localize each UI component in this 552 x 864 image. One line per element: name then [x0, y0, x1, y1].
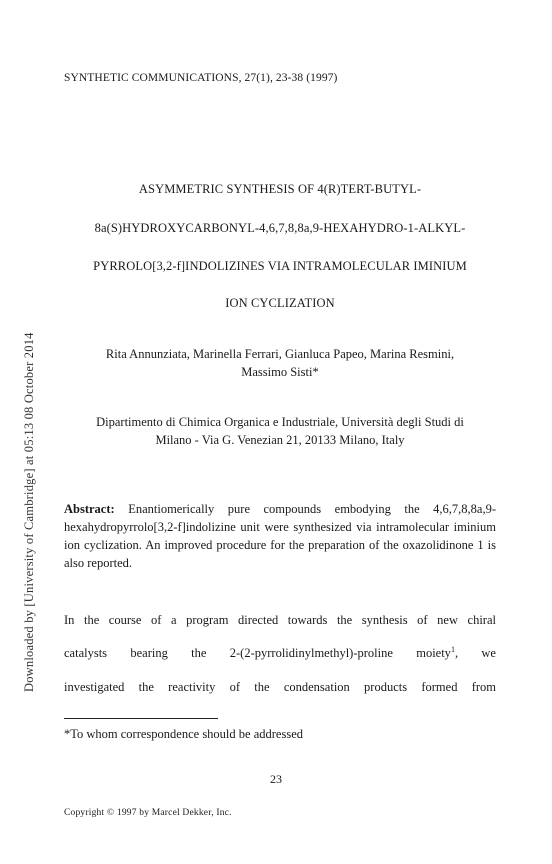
- body-text-3: investigated the reactivity of the condensation products formed from: [64, 680, 496, 694]
- body-word: catalysts: [64, 646, 108, 660]
- authors-line-1: Rita Annunziata, Marinella Ferrari, Gianluca Papeo, Marina Resmini,: [105, 347, 455, 361]
- footnote: *To whom correspondence should be addressed: [64, 727, 303, 741]
- abstract-text: Enantiomerically pure compounds embodying the 4,6,7,8,8a,9-hexahydropyrrolo[3,2-f]indolizine unit were synthesized via intramolecular iminium ion cyclization. An improved procedure for the preparation of the oxazolidinone 1 is also reported.: [64, 502, 497, 570]
- body-word: bearing: [130, 646, 168, 660]
- body-word: we: [481, 646, 496, 660]
- body-line-3: [64, 680, 496, 695]
- download-notice: Downloaded by [University of Cambridge] at 05:13 08 October 2014: [22, 332, 36, 692]
- affiliation-line-1: Dipartimento di Chimica Organica e Industriale, Università degli Studi di: [96, 415, 464, 429]
- affiliation-line-2: Milano - Via G. Venezian 21, 20133 Milano, Italy: [155, 433, 405, 447]
- body-word: 2-(2-pyrrolidinylmethyl)-proline: [229, 646, 393, 660]
- title-line-4: ION CYCLIZATION: [225, 296, 335, 310]
- affiliation: [56, 413, 504, 449]
- footnote-rule: [64, 718, 218, 719]
- copyright: Copyright © 1997 by Marcel Dekker, Inc.: [64, 808, 232, 818]
- abstract: [64, 500, 496, 572]
- abstract-label: Abstract:: [64, 502, 115, 516]
- body-word-moiety: moiety$^1$,: [416, 644, 459, 660]
- page-number: 23: [270, 772, 282, 786]
- body-line-2: [64, 646, 496, 661]
- author-list: [60, 345, 500, 381]
- footnote-ref: 1: [450, 644, 455, 654]
- title-line-1: ASYMMETRIC SYNTHESIS OF 4(R)TERT-BUTYL-: [138, 182, 422, 196]
- body-line-1: [64, 613, 496, 628]
- authors-line-2: Massimo Sisti*: [241, 365, 319, 379]
- title-line-2: 8a(S)HYDROXYCARBONYL-4,6,7,8,8a,9-HEXAHYDRO-1-ALKYL-: [94, 221, 466, 235]
- journal-header: SYNTHETIC COMMUNICATIONS, 27(1), 23-38 (1997): [64, 72, 338, 84]
- body-word: the: [191, 646, 207, 660]
- title-line-3: PYRROLO[3,2-f]INDOLIZINES VIA INTRAMOLECULAR IMINIUM: [93, 259, 467, 273]
- body-text-1: In the course of a program directed towards the synthesis of new chiral: [64, 613, 496, 627]
